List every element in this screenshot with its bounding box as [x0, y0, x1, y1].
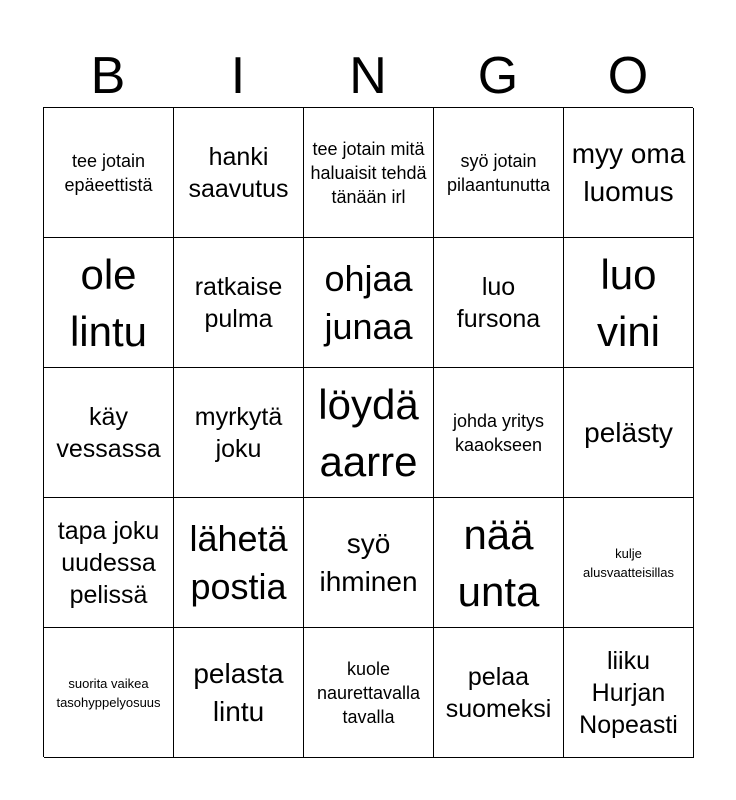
bingo-cell-text: ohjaa junaa — [324, 257, 413, 347]
bingo-cell-text: pelasta lintu — [193, 657, 284, 727]
header-letter-n: N — [349, 47, 387, 105]
bingo-cell-text: pelästy — [584, 416, 673, 448]
bingo-cell[interactable] — [434, 368, 564, 498]
bingo-cell[interactable] — [304, 238, 434, 368]
bingo-cell[interactable] — [304, 108, 434, 238]
bingo-cell[interactable] — [174, 498, 304, 628]
bingo-cell[interactable] — [564, 368, 694, 498]
bingo-cell-text: syö ihminen — [319, 527, 418, 597]
bingo-cell[interactable] — [174, 368, 304, 498]
bingo-cell[interactable] — [564, 108, 694, 238]
bingo-cell[interactable] — [304, 368, 434, 498]
bingo-cell-text: myrkytä joku — [194, 402, 283, 463]
bingo-cell[interactable] — [564, 238, 694, 368]
bingo-cell[interactable] — [564, 628, 694, 758]
bingo-cell-text: ole lintu — [69, 250, 148, 355]
bingo-cell-text: kuole naurettavalla tavalla — [316, 658, 421, 727]
bingo-cell[interactable] — [44, 238, 174, 368]
bingo-cell[interactable] — [44, 368, 174, 498]
bingo-cell-text: luo vini — [596, 250, 661, 355]
header-letter-i: I — [230, 47, 246, 105]
bingo-cell-text: käy vessassa — [56, 402, 161, 463]
bingo-cell-text: myy oma luomus — [571, 137, 686, 207]
bingo-grid — [43, 107, 693, 757]
bingo-cell[interactable] — [174, 628, 304, 758]
bingo-cell[interactable] — [304, 628, 434, 758]
bingo-cell-text: syö jotain pilaantunutta — [446, 150, 551, 195]
bingo-cell-text: tee jotain epäeettistä — [64, 150, 153, 195]
bingo-cell-text: hanki saavutus — [188, 142, 289, 203]
bingo-cell-text: kulje alusvaatteisillas — [582, 545, 675, 580]
bingo-cell-text: luo fursona — [456, 272, 541, 333]
bingo-cell-text: ratkaise pulma — [194, 272, 283, 333]
header-letter-g: G — [477, 47, 519, 105]
bingo-cell[interactable] — [174, 108, 304, 238]
header-letter-b: B — [90, 47, 126, 105]
bingo-cell[interactable] — [44, 108, 174, 238]
bingo-cell-text: tapa joku uudessa pelissä — [57, 516, 160, 609]
bingo-cell[interactable] — [434, 238, 564, 368]
bingo-cell-text: nää unta — [457, 510, 540, 615]
bingo-cell[interactable] — [304, 498, 434, 628]
bingo-cell-text: johda yritys kaaokseen — [452, 410, 545, 455]
bingo-cell-text: lähetä postia — [189, 517, 288, 607]
bingo-header — [43, 44, 693, 108]
bingo-cell[interactable] — [174, 238, 304, 368]
bingo-cell-text: liiku Hurjan Nopeasti — [579, 646, 678, 739]
bingo-cell[interactable] — [434, 108, 564, 238]
bingo-cell-text: pelaa suomeksi — [445, 662, 552, 723]
bingo-cell[interactable] — [564, 498, 694, 628]
bingo-cell[interactable] — [44, 628, 174, 758]
bingo-cell[interactable] — [44, 498, 174, 628]
bingo-cell[interactable] — [434, 628, 564, 758]
bingo-cell-text: löydä aarre — [318, 380, 419, 485]
bingo-cell-text: tee jotain mitä haluaisit tehdä tänään irl — [310, 138, 427, 207]
bingo-cell[interactable] — [434, 498, 564, 628]
header-letter-o: O — [607, 47, 649, 105]
bingo-cell-text: suorita vaikea tasohyppelyosuus — [56, 675, 161, 710]
